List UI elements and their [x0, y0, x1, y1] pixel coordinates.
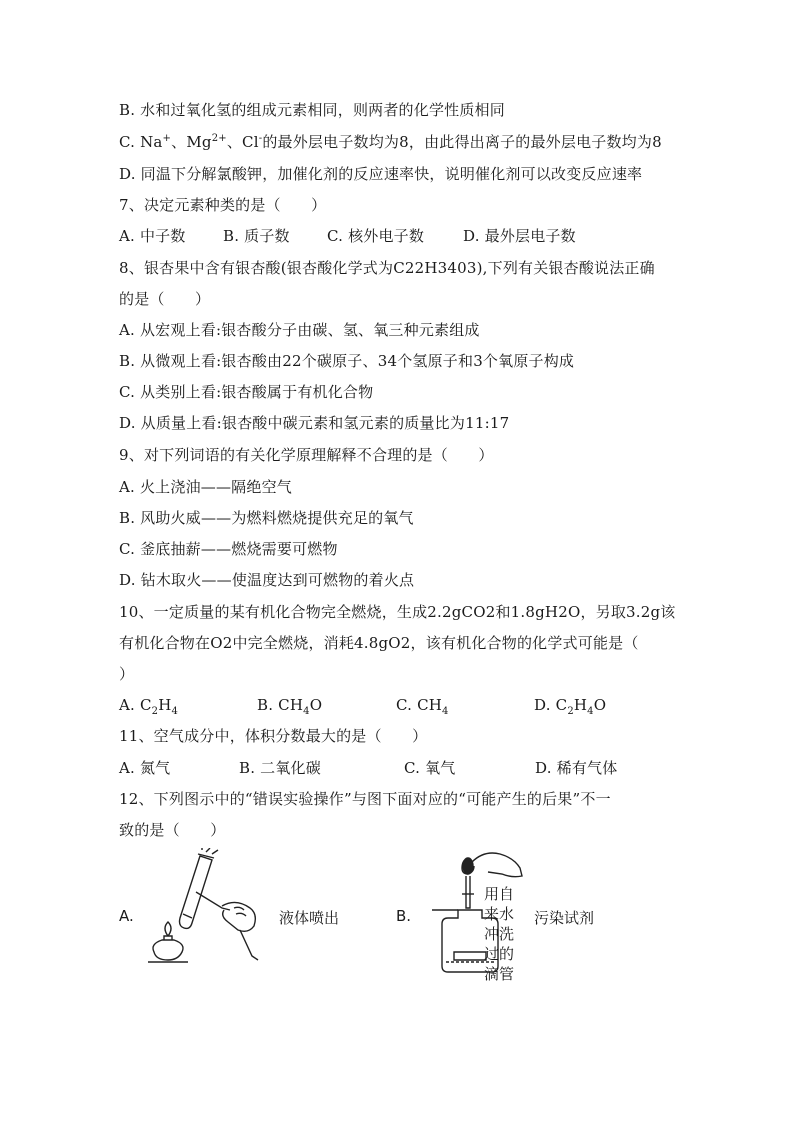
q10-option-d — [534, 695, 606, 715]
text-segment: B. CH — [257, 696, 304, 714]
subscript: 2 — [567, 706, 574, 717]
superscript: + — [162, 133, 172, 144]
q8-stem-2: 的是（ ） — [119, 290, 211, 308]
figure-b-label: B. — [396, 907, 412, 925]
q10-options — [119, 695, 606, 715]
text-segment: H — [573, 696, 588, 714]
text-segment: C. Na — [119, 133, 163, 151]
q10-stem-2: 有机化合物在O2中完全燃烧，消耗4.8gO2，该有机化合物的化学式可能是（ — [119, 634, 639, 652]
q11-option-d: D. 稀有气体 — [535, 759, 618, 777]
text-segment: A. C — [119, 696, 152, 714]
q9-option-a: A. 火上浇油——隔绝空气 — [119, 478, 292, 496]
subscript: 4 — [442, 706, 449, 717]
q7-option-a: A. 中子数 — [119, 227, 186, 245]
caption-line: 来水 — [484, 905, 515, 923]
q6-option-b: B. 水和过氧化氢的组成元素相同，则两者的化学性质相同 — [119, 101, 505, 119]
q10-option-c — [396, 695, 534, 715]
q8-option-b: B. 从微观上看:银杏酸由22个碳原子、34个氢原子和3个氧原子构成 — [119, 352, 575, 370]
text-segment: O — [309, 696, 323, 714]
text-segment: H — [158, 696, 172, 714]
q9-option-c: C. 釜底抽薪——燃烧需要可燃物 — [119, 540, 338, 558]
text-segment: D. C — [534, 696, 568, 714]
figure-a-label: A. — [119, 907, 134, 925]
text-segment: C. CH — [396, 696, 443, 714]
q11-stem: 11、空气成分中，体积分数最大的是（ ） — [119, 727, 428, 745]
q9-option-d: D. 钻木取火——使温度达到可燃物的着火点 — [119, 571, 415, 589]
q7-option-d: D. 最外层电子数 — [463, 227, 576, 245]
q11-options — [119, 758, 617, 778]
figure-b-result: 污染试剂 — [534, 909, 595, 927]
q6-option-c — [119, 132, 662, 152]
figure-a-result: 液体喷出 — [279, 909, 340, 927]
q11-option-b: B. 二氧化碳 — [239, 759, 321, 777]
text-segment: O — [593, 696, 607, 714]
superscript: 2+ — [211, 133, 227, 144]
superscript: - — [258, 133, 263, 144]
q11-option-c: C. 氧气 — [404, 759, 456, 777]
subscript: 4 — [587, 706, 594, 717]
caption-line: 用自 — [484, 885, 515, 903]
q9-stem: 9、对下列词语的有关化学原理解释不合理的是（ ） — [119, 446, 494, 464]
q7-options — [119, 226, 576, 246]
q10-stem-3: ） — [119, 665, 135, 683]
text-segment: 、Cl — [226, 133, 259, 151]
q11-option-a: A. 氮气 — [119, 759, 171, 777]
q6-option-d: D. 同温下分解氯酸钾，加催化剂的反应速率快，说明催化剂可以改变反应速率 — [119, 165, 643, 183]
q12-stem-2: 致的是（ ） — [119, 821, 226, 839]
figure-a-heating-test-tube-illustration — [140, 848, 275, 973]
q10-option-a — [119, 695, 257, 715]
figure-b-caption — [484, 884, 514, 984]
q8-option-c: C. 从类别上看:银杏酸属于有机化合物 — [119, 383, 374, 401]
q8-option-a: A. 从宏观上看:银杏酸分子由碳、氢、氧三种元素组成 — [119, 321, 480, 339]
q8-option-d: D. 从质量上看:银杏酸中碳元素和氢元素的质量比为11:17 — [119, 414, 510, 432]
q7-stem: 7、决定元素种类的是（ ） — [119, 196, 327, 214]
q8-stem-1: 8、银杏果中含有银杏酸(银杏酸化学式为C22H3403),下列有关银杏酸说法正确 — [119, 259, 655, 277]
text-segment: 的最外层电子数均为8，由此得出离子的最外层电子数均为8 — [262, 133, 662, 151]
caption-line: 冲洗 — [484, 925, 515, 943]
q7-option-c: C. 核外电子数 — [327, 227, 425, 245]
subscript: 2 — [151, 706, 159, 717]
subscript: 4 — [171, 706, 179, 717]
subscript: 4 — [303, 706, 310, 717]
q12-stem-1: 12、下列图示中的“错误实验操作”与图下面对应的“可能产生的后果”不一 — [119, 790, 611, 808]
q7-option-b: B. 质子数 — [223, 227, 290, 245]
caption-line: 过的 — [484, 945, 515, 963]
q10-stem-1: 10、一定质量的某有机化合物完全燃烧，生成2.2gCO2和1.8gH2O，另取3.2g该 — [119, 603, 676, 621]
text-segment: 、Mg — [171, 133, 212, 151]
caption-line: 滴管 — [484, 965, 515, 983]
q9-option-b: B. 风助火威——为燃料燃烧提供充足的氧气 — [119, 509, 414, 527]
q10-option-b — [257, 695, 396, 715]
